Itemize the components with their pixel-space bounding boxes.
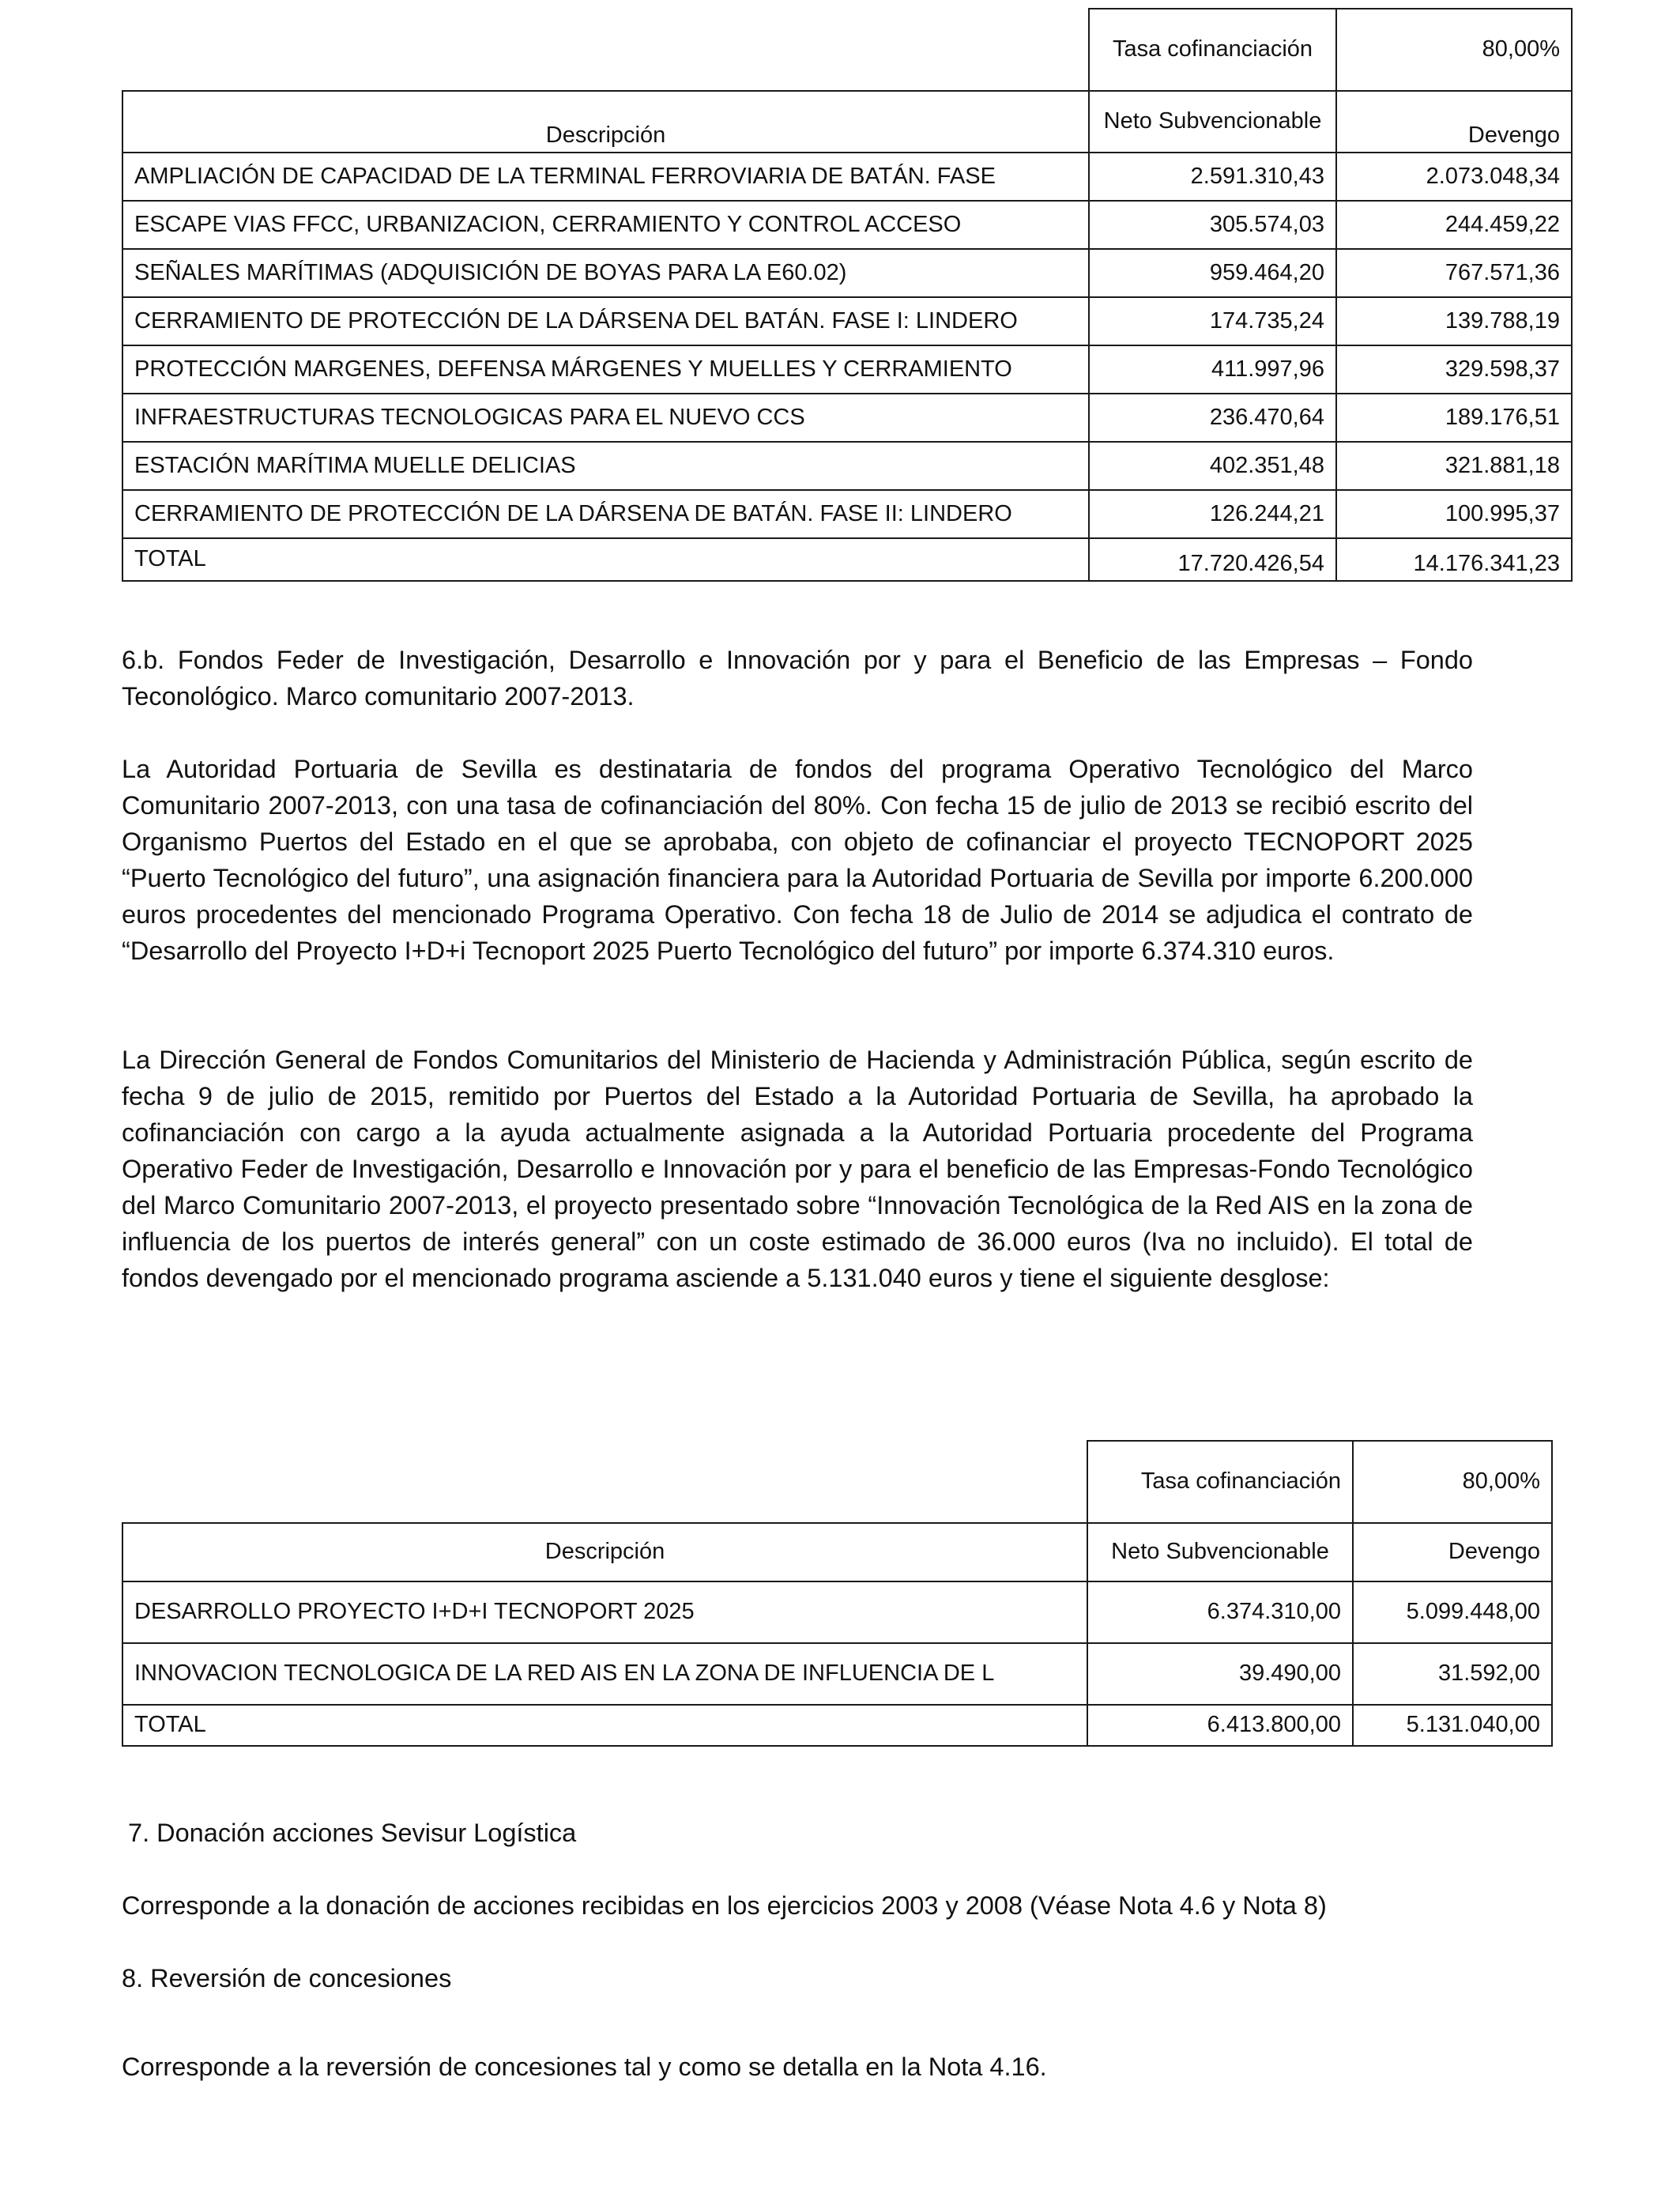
total-neto: 6.413.800,00 [1087, 1705, 1353, 1746]
total-devengo: 5.131.040,00 [1353, 1705, 1552, 1746]
header-description: Descripción [122, 91, 1089, 153]
row-devengo: 100.995,37 [1336, 490, 1572, 538]
total-label: TOTAL [122, 1705, 1087, 1746]
header-description: Descripción [122, 1523, 1087, 1581]
row-description: ESTACIÓN MARÍTIMA MUELLE DELICIAS [122, 442, 1089, 490]
row-description: SEÑALES MARÍTIMAS (ADQUISICIÓN DE BOYAS PARA LA E60.02) [122, 249, 1089, 297]
row-description: PROTECCIÓN MARGENES, DEFENSA MÁRGENES Y MUELLES Y CERRAMIENTO [122, 345, 1089, 394]
total-row [122, 1705, 1552, 1746]
table-row [122, 1643, 1552, 1705]
row-devengo: 139.788,19 [1336, 297, 1572, 345]
row-devengo: 2.073.048,34 [1336, 153, 1572, 201]
row-description: AMPLIACIÓN DE CAPACIDAD DE LA TERMINAL FERROVIARIA DE BATÁN. FASE [122, 153, 1089, 201]
header-devengo: Devengo [1353, 1523, 1552, 1581]
row-neto: 126.244,21 [1089, 490, 1336, 538]
section-8-text: Corresponde a la reversión de concesiones tal y como se detalla en la Nota 4.16. [122, 2053, 1047, 2081]
table-row [122, 153, 1572, 201]
rate-label: Tasa cofinanciación [1087, 1441, 1353, 1523]
header-row [122, 91, 1572, 153]
header-row [122, 1523, 1552, 1581]
section-6b-paragraph-1: La Autoridad Portuaria de Sevilla es destinataria de fondos del programa Operativo Tecnológico del Marco Comunitario 2007-2013, con una tasa de cofinanciación del 80%. Con fecha 15 de julio de 2013 se recibió escrito del Organismo Puertos del Estado en el que se aprobaba, con objeto de cofinanciar el proyecto TECNOPORT 2025 “Puerto Tecnológico del futuro”, una asignación financiera para la Autoridad Portuaria de Sevilla por importe 6.200.000 euros procedentes del mencionado Programa Operativo. Con fecha 18 de Julio de 2014 se adjudica el contrato de “Desarrollo del Proyecto I+D+i Tecnoport 2025 Puerto Tecnológico del futuro” por importe 6.374.310 euros. [122, 755, 1473, 965]
row-description: ESCAPE VIAS FFCC, URBANIZACION, CERRAMIENTO Y CONTROL ACCESO [122, 201, 1089, 249]
row-neto: 6.374.310,00 [1087, 1581, 1353, 1643]
table-row [122, 345, 1572, 394]
row-neto: 305.574,03 [1089, 201, 1336, 249]
table-row [122, 394, 1572, 442]
row-devengo: 244.459,22 [1336, 201, 1572, 249]
row-devengo: 767.571,36 [1336, 249, 1572, 297]
table-row [122, 490, 1572, 538]
row-devengo: 329.598,37 [1336, 345, 1572, 394]
cofinancing-table-2 [122, 1440, 1553, 1747]
total-neto: 17.720.426,54 [1089, 538, 1336, 581]
blank-cell [122, 9, 1089, 91]
total-label: TOTAL [122, 538, 1089, 581]
row-devengo: 321.881,18 [1336, 442, 1572, 490]
row-neto: 39.490,00 [1087, 1643, 1353, 1705]
row-devengo: 5.099.448,00 [1353, 1581, 1552, 1643]
table-row [122, 297, 1572, 345]
blank-cell [122, 1441, 1087, 1523]
header-devengo: Devengo [1336, 91, 1572, 153]
row-description: INFRAESTRUCTURAS TECNOLOGICAS PARA EL NUEVO CCS [122, 394, 1089, 442]
row-description: INNOVACION TECNOLOGICA DE LA RED AIS EN LA ZONA DE INFLUENCIA DE L [122, 1643, 1087, 1705]
row-description: CERRAMIENTO DE PROTECCIÓN DE LA DÁRSENA DEL BATÁN. FASE I: LINDERO [122, 297, 1089, 345]
rate-value: 80,00% [1336, 9, 1572, 91]
cofinancing-table-1 [122, 8, 1573, 582]
table-row [122, 249, 1572, 297]
section-7-text: Corresponde a la donación de acciones recibidas en los ejercicios 2003 y 2008 (Véase Nota 4.6 y Nota 8) [122, 1891, 1327, 1920]
row-devengo: 189.176,51 [1336, 394, 1572, 442]
rate-value: 80,00% [1353, 1441, 1552, 1523]
row-description: DESARROLLO PROYECTO I+D+I TECNOPORT 2025 [122, 1581, 1087, 1643]
table-row [122, 201, 1572, 249]
rate-label: Tasa cofinanciación [1089, 9, 1336, 91]
section-6b-heading: 6.b. Fondos Feder de Investigación, Desarrollo e Innovación por y para el Beneficio de las Empresas – Fondo Teconológico. Marco comunitario 2007-2013. [122, 646, 1473, 711]
total-devengo: 14.176.341,23 [1336, 538, 1572, 581]
section-7-heading: 7. Donación acciones Sevisur Logística [128, 1819, 577, 1847]
row-neto: 236.470,64 [1089, 394, 1336, 442]
row-neto: 402.351,48 [1089, 442, 1336, 490]
table-row [122, 442, 1572, 490]
section-6b-paragraph-2: La Dirección General de Fondos Comunitarios del Ministerio de Hacienda y Administración Pública, según escrito de fecha 9 de julio de 2015, remitido por Puertos del Estado a la Autoridad Portuaria de Sevilla, ha aprobado la cofinanciación con cargo a la ayuda actualmente asignada a la Autoridad Portuaria procedente del Programa Operativo Feder de Investigación, Desarrollo e Innovación por y para el beneficio de las Empresas-Fondo Tecnológico del Marco Comunitario 2007-2013, el proyecto presentado sobre “Innovación Tecnológica de la Red AIS en la zona de influencia de los puertos de interés general” con un coste estimado de 36.000 euros (Iva no incluido). El total de fondos devengado por el mencionado programa asciende a 5.131.040 euros y tiene el siguiente desglose: [122, 1046, 1473, 1292]
row-devengo: 31.592,00 [1353, 1643, 1552, 1705]
row-description: CERRAMIENTO DE PROTECCIÓN DE LA DÁRSENA DE BATÁN. FASE II: LINDERO [122, 490, 1089, 538]
table-row [122, 1581, 1552, 1643]
row-neto: 2.591.310,43 [1089, 153, 1336, 201]
header-neto: Neto Subvencionable [1087, 1523, 1353, 1581]
rate-row [122, 1441, 1552, 1523]
row-neto: 174.735,24 [1089, 297, 1336, 345]
section-8-heading: 8. Reversión de concesiones [122, 1964, 452, 1992]
row-neto: 411.997,96 [1089, 345, 1336, 394]
total-row [122, 538, 1572, 581]
rate-row [122, 9, 1572, 91]
row-neto: 959.464,20 [1089, 249, 1336, 297]
header-neto: Neto Subvencionable [1089, 91, 1336, 153]
